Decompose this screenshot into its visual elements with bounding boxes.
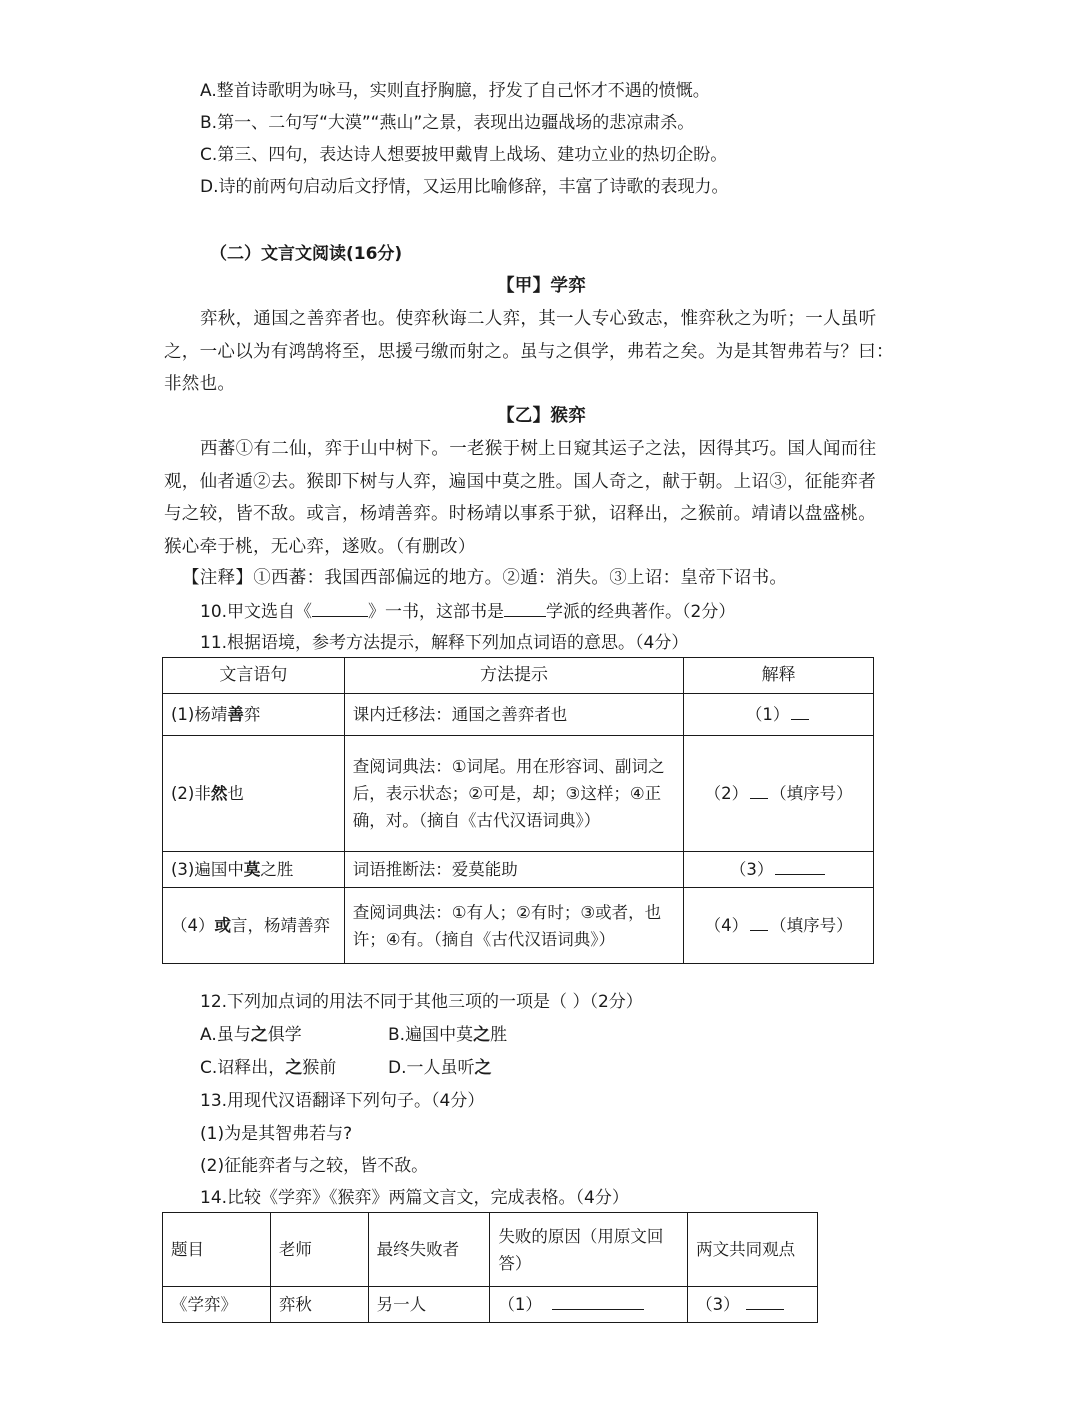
q14-cell: （3）	[688, 1287, 818, 1323]
table-row	[163, 852, 874, 888]
q12-option-b: B.遍国中莫之胜	[388, 1025, 508, 1045]
q11-method: 词语推断法：爱莫能助	[344, 852, 683, 888]
q13-item: (1)为是其智弗若与?	[200, 1124, 353, 1144]
q11-table	[162, 657, 874, 964]
q14-question: 14.比较《学弈》《猴弈》两篇文言文，完成表格。（4分）	[200, 1188, 629, 1208]
q11-method: 查阅词典法：①词尾。用在形容词、副词之后，表示状态；②可是，却；③这样；④正确，对。（摘自《古代汉语词典》）	[344, 736, 683, 852]
table-row	[163, 736, 874, 852]
q9-option-c: C.第三、四句，表达诗人想要披甲戴胄上战场、建功立业的热切企盼。	[200, 145, 728, 165]
q11-answer: （3）	[684, 852, 874, 888]
passage-b-line: 西蕃①有二仙，弈于山中树下。一老猴于树上日窥其运子之法，因得其巧。国人闻而往	[200, 439, 877, 459]
q10-blank-book[interactable]	[312, 600, 368, 617]
q12-question: 12.下列加点词的用法不同于其他三项的一项是（ ）（2分）	[200, 992, 643, 1012]
table-header-row	[163, 1213, 818, 1287]
q10-blank-school[interactable]	[504, 600, 546, 617]
q11-sentence: (3)遍国中莫之胜	[163, 852, 345, 888]
answer-blank[interactable]	[552, 1295, 644, 1310]
q12-option-d: D.一人虽听之	[388, 1058, 492, 1078]
q11-sentence: (1)杨靖善弈	[163, 694, 345, 736]
q11-question: 11.根据语境，参考方法提示，解释下列加点词语的意思。（4分）	[200, 633, 689, 653]
passage-b-title: 【乙】猴弈	[497, 406, 586, 426]
q9-option-a: A.整首诗歌明为咏马，实则直抒胸臆，抒发了自己怀才不遇的愤慨。	[200, 81, 710, 101]
q11-answer: （1）	[684, 694, 874, 736]
answer-blank[interactable]	[746, 1295, 784, 1310]
q12-option-c: C.诏释出，之猴前	[200, 1058, 337, 1078]
table-row	[163, 1287, 818, 1323]
q14-cell: （1）	[490, 1287, 688, 1323]
q14-header: 题目	[163, 1213, 271, 1287]
section-title: （二）文言文阅读(16分)	[210, 244, 403, 264]
q12-option-a: A.虽与之俱学	[200, 1025, 302, 1045]
passage-b-line: 猴心牵于桃，无心弈，遂败。（有删改）	[164, 537, 476, 557]
q10: 10.甲文选自《 》一书，这部书是 学派的经典著作。（2分）	[200, 602, 736, 622]
passage-a-line: 弈秋，通国之善弈者也。使弈秋诲二人弈，其一人专心致志，惟弈秋之为听；一人虽听	[200, 309, 877, 329]
q11-header: 文言语句	[163, 658, 345, 694]
table-header-row	[163, 658, 874, 694]
q14-cell: 《学弈》	[163, 1287, 271, 1323]
q13-item: (2)征能弈者与之较，皆不敌。	[200, 1156, 429, 1176]
answer-blank[interactable]	[791, 705, 809, 720]
table-row	[163, 694, 874, 736]
passage-a-line: 之，一心以为有鸿鹄将至，思援弓缴而射之。虽与之俱学，弗若之矣。为是其智弗若与？曰：	[164, 342, 894, 362]
passage-b-note: 【注释】①西蕃：我国西部偏远的地方。②遁：消失。③上诏：皇帝下诏书。	[182, 568, 788, 588]
q9-option-d: D.诗的前两句启动后文抒情，又运用比喻修辞，丰富了诗歌的表现力。	[200, 177, 729, 197]
q9-option-b: B.第一、二句写“大漠”“燕山”之景，表现出边疆战场的悲凉肃杀。	[200, 113, 695, 133]
passage-a-title: 【甲】学弈	[497, 276, 586, 296]
passage-a-line: 非然也。	[164, 374, 236, 394]
answer-blank[interactable]	[775, 860, 825, 875]
q14-cell: 弈秋	[270, 1287, 368, 1323]
q11-method: 查阅词典法：①有人；②有时；③或者，也许；④有。（摘自《古代汉语词典》）	[344, 888, 683, 964]
passage-b-line: 观，仙者遁②去。猴即下树与人弈，遍国中莫之胜。国人奇之，献于朝。上诏③，征能弈者	[164, 472, 876, 492]
q14-header: 两文共同观点	[688, 1213, 818, 1287]
q11-header: 方法提示	[344, 658, 683, 694]
passage-b-line: 与之较，皆不敌。或言，杨靖善弈。时杨靖以事系于狱，诏释出，之猴前。靖请以盘盛桃。	[164, 504, 876, 524]
q11-header: 解释	[684, 658, 874, 694]
q14-header: 老师	[270, 1213, 368, 1287]
q11-sentence: （4）或言，杨靖善弈	[163, 888, 345, 964]
q13-question: 13.用现代汉语翻译下列句子。（4分）	[200, 1091, 485, 1111]
q14-cell: 另一人	[368, 1287, 490, 1323]
q11-method: 课内迁移法：通国之善弈者也	[344, 694, 683, 736]
q11-answer: （4） （填序号）	[684, 888, 874, 964]
answer-blank[interactable]	[750, 784, 768, 799]
q11-answer: （2） （填序号）	[684, 736, 874, 852]
q11-sentence: (2)非然也	[163, 736, 345, 852]
q14-table	[162, 1212, 818, 1323]
q14-header: 失败的原因（用原文回答）	[490, 1213, 688, 1287]
table-row	[163, 888, 874, 964]
answer-blank[interactable]	[750, 916, 768, 931]
q14-header: 最终失败者	[368, 1213, 490, 1287]
